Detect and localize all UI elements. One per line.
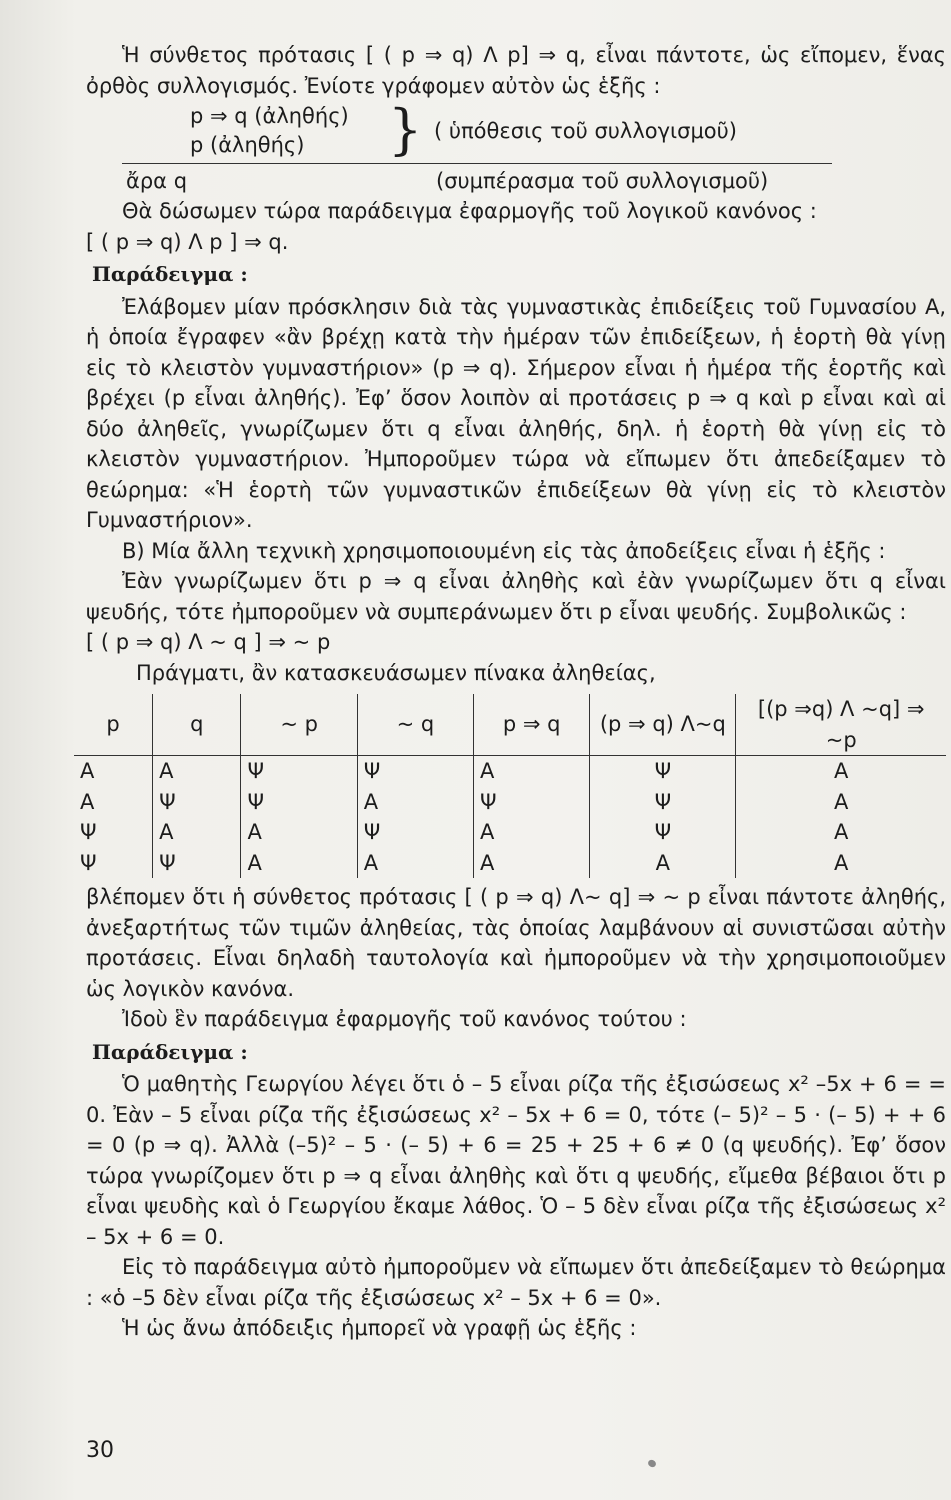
truth-cell: Ψ xyxy=(474,787,590,818)
paragraph-tautology: βλέπομεν ὅτι ἡ σύνθετος πρότασις [ ( p ⇒ q) Λ~ q] ⇒ ~ p εἶναι πάντοτε ἀληθής, ἀνεξαρτήτως τῶν τιμῶν ἀληθείας, τὰς ὁποίας λαμβάνουν αἱ συνιστῶσαι αὐτὴν προτάσεις. Εἶναι δηλαδὴ ταυτολογία καὶ ἠμποροῦμεν νὰ τὴν χρησιμοποιοῦμεν ὡς λογικὸν κανόνα. xyxy=(86,885,946,1001)
paragraph-modus-tollens: Ἐὰν γνωρίζωμεν ὅτι p ⇒ q εἶναι ἀληθὴς καὶ ἐὰν γνωρίζωμεν ὅτι q εἶναι ψευδής, τότε ἠμποροῦμεν νὰ συμπεράνωμεν ὅτι p εἶναι ψευδής. Συμβολικῶς : xyxy=(86,569,946,624)
truth-cell: Α xyxy=(241,848,357,879)
page-body xyxy=(80,40,946,1344)
truth-table-row xyxy=(74,817,946,848)
truth-table-header-row xyxy=(74,694,946,756)
paragraph-intro: Ἡ σύνθετος πρότασις [ ( p ⇒ q) Λ p] ⇒ q, εἶναι πάντοτε, ὡς εἴπομεν, ἕνας ὀρθὸς συλλογισμός. Ἐνίοτε γράφομεν αὐτὸν ὡς ἑξῆς : xyxy=(86,43,946,98)
truth-table-header: ~ p xyxy=(241,694,357,756)
truth-cell: Α xyxy=(736,817,946,848)
truth-cell: Α xyxy=(474,817,590,848)
conclusion-label: (συμπέρασμα τοῦ συλλογισμοῦ) xyxy=(436,169,769,193)
truth-cell: Α xyxy=(474,756,590,787)
ink-speck xyxy=(647,1459,657,1469)
formula-modus-tollens: [ ( p ⇒ q) Λ ~ q ] ⇒ ~ p xyxy=(86,630,331,654)
truth-cell: Α xyxy=(80,789,95,814)
syllogism-premises xyxy=(86,98,946,163)
truth-cell: Ψ xyxy=(241,787,357,818)
example-heading-2: Παράδειγμα : xyxy=(92,1039,248,1064)
truth-cell: Α xyxy=(153,817,241,848)
paragraph-truth-table-intro: Πράγματι, ἂν κατασκευάσωμεν πίνακα ἀληθείας, xyxy=(136,660,656,685)
truth-cell: Ψ xyxy=(590,817,736,848)
truth-cell: Α xyxy=(80,759,95,783)
truth-cell: Ψ xyxy=(153,848,241,879)
paragraph-theorem: Εἰς τὸ παράδειγμα αὐτὸ ἠμποροῦμεν νὰ εἴπωμεν ὅτι ἀπεδείξαμεν τὸ θεώρημα : «ὁ –5 δὲν εἶναι ρίζα τῆς ἐξισώσεως x² – 5x + 6 = 0». xyxy=(86,1255,946,1310)
truth-table-header: (p ⇒ q) Λ~q xyxy=(590,694,736,756)
truth-cell: Ψ xyxy=(590,756,736,787)
truth-cell: Ψ xyxy=(153,787,241,818)
truth-cell: Ψ xyxy=(357,756,473,787)
truth-cell: Ψ xyxy=(80,850,97,875)
conclusion-text: ἄρα q xyxy=(126,169,188,193)
truth-table-header: ~ q xyxy=(357,694,473,756)
truth-cell: Α xyxy=(736,848,946,879)
formula-modus-ponens: [ ( p ⇒ q) Λ p ] ⇒ q. xyxy=(86,229,289,254)
truth-cell: Ψ xyxy=(357,817,473,848)
brace-symbol: } xyxy=(388,98,423,161)
truth-cell: Α xyxy=(241,817,357,848)
hypothesis-label: ( ὑπόθεσις τοῦ συλλογισμοῦ) xyxy=(434,119,738,143)
paragraph-example-2: Ὁ μαθητὴς Γεωργίου λέγει ὅτι ὁ – 5 εἶναι ρίζα τῆς ἐξισώσεως x² –5x + 6 = = 0. Ἐὰν – 5 εἶναι ρίζα τῆς ἐξισώσεως x² – 5x + 6 = 0, τότε (– 5)² – 5 · (– 5) + + 6 = 0 (p ⇒ q). Ἀλλὰ (–5)² – 5 · (– 5) + 6 = 25 + 25 + 6 ≠ 0 (q ψευδής). Ἐφ’ ὅσον τώρα γνωρίζομεν ὅτι p ⇒ q εἶναι ἀληθὴς καὶ ὅτι q ψευδής, εἴμεθα βέβαιοι ὅτι p εἶναι ψευδὴς καὶ ὁ Γεωργίου ἔκαμε λάθος. Ὁ – 5 δὲν εἶναι ρίζα τῆς ἐξισώσεως x² – 5x + 6 = 0. xyxy=(86,1072,946,1249)
truth-cell: Ψ xyxy=(241,756,357,787)
paragraph-apply-rule: Θὰ δώσωμεν τώρα παράδειγμα ἐφαρμογῆς τοῦ λογικοῦ κανόνος : xyxy=(122,199,817,223)
truth-table-header: p xyxy=(74,694,153,756)
paragraph-example-intro: Ἰδοὺ ἓν παράδειγμα ἐφαρμογῆς τοῦ κανόνος τούτου : xyxy=(122,1007,687,1031)
truth-cell: Α xyxy=(153,756,241,787)
truth-cell: Α xyxy=(736,756,946,787)
premise-2: p (ἀληθής) xyxy=(190,133,305,157)
truth-table-row xyxy=(74,848,946,879)
truth-cell: Α xyxy=(357,848,473,879)
paragraph-proof-intro: Ἡ ὡς ἄνω ἀπόδειξις ἠμπορεῖ νὰ γραφῇ ὡς ἑξῆς : xyxy=(122,1316,637,1340)
truth-cell: Α xyxy=(736,787,946,818)
premise-1: p ⇒ q (ἀληθής) xyxy=(190,104,349,128)
syllogism-conclusion xyxy=(86,164,946,196)
truth-cell: Α xyxy=(474,848,590,879)
truth-table-row xyxy=(74,787,946,818)
paragraph-example-1: Ἐλάβομεν μίαν πρόσκλησιν διὰ τὰς γυμναστικὰς ἐπιδείξεις τοῦ Γυμνασίου Α, ἡ ὁποία ἔγραφεν «ἂν βρέχῃ κατὰ τὴν ἡμέραν τῶν ἐπιδείξεων, ἡ ἑορτὴ θὰ γίνῃ εἰς τὸ κλειστὸν γυμναστήριον» (p ⇒ q). Σήμερον εἶναι ἡ ἡμέρα τῆς ἑορτῆς καὶ βρέχει (p εἶναι ἀληθής). Ἐφ’ ὅσον λοιπὸν αἱ προτάσεις p ⇒ q καὶ p εἶναι καὶ αἱ δύο ἀληθεῖς, γνωρίζωμεν ὅτι q εἶναι ἀληθής, δηλ. ἡ ἑορτὴ θὰ γίνῃ εἰς τὸ κλειστὸν γυμναστήριον. Ἠμποροῦμεν τώρα νὰ εἴπωμεν ὅτι ἀπεδείξαμεν τὸ θεώρημα: «Ἡ ἑορτὴ τῶν γυμναστικῶν ἐπιδείξεων θὰ γίνῃ εἰς τὸ κλειστὸν Γυμναστήριον». xyxy=(86,294,946,532)
page-number: 30 xyxy=(86,1438,114,1463)
truth-table xyxy=(74,694,946,878)
paragraph-technique-b: Β) Μία ἄλλη τεχνικὴ χρησιμοποιουμένη εἰς τὰς ἀποδείξεις εἶναι ἡ ἑξῆς : xyxy=(122,538,886,563)
truth-table-header: q xyxy=(153,694,241,756)
truth-table-header: [(p ⇒q) Λ ~q] ⇒ ~p xyxy=(736,694,946,756)
truth-table-header: p ⇒ q xyxy=(474,694,590,756)
truth-cell: Ψ xyxy=(590,787,736,818)
truth-table-row xyxy=(74,756,946,787)
example-heading-1: Παράδειγμα : xyxy=(92,262,248,286)
truth-cell: Ψ xyxy=(80,820,97,844)
truth-cell: Α xyxy=(357,787,473,818)
truth-cell: Α xyxy=(590,848,736,879)
